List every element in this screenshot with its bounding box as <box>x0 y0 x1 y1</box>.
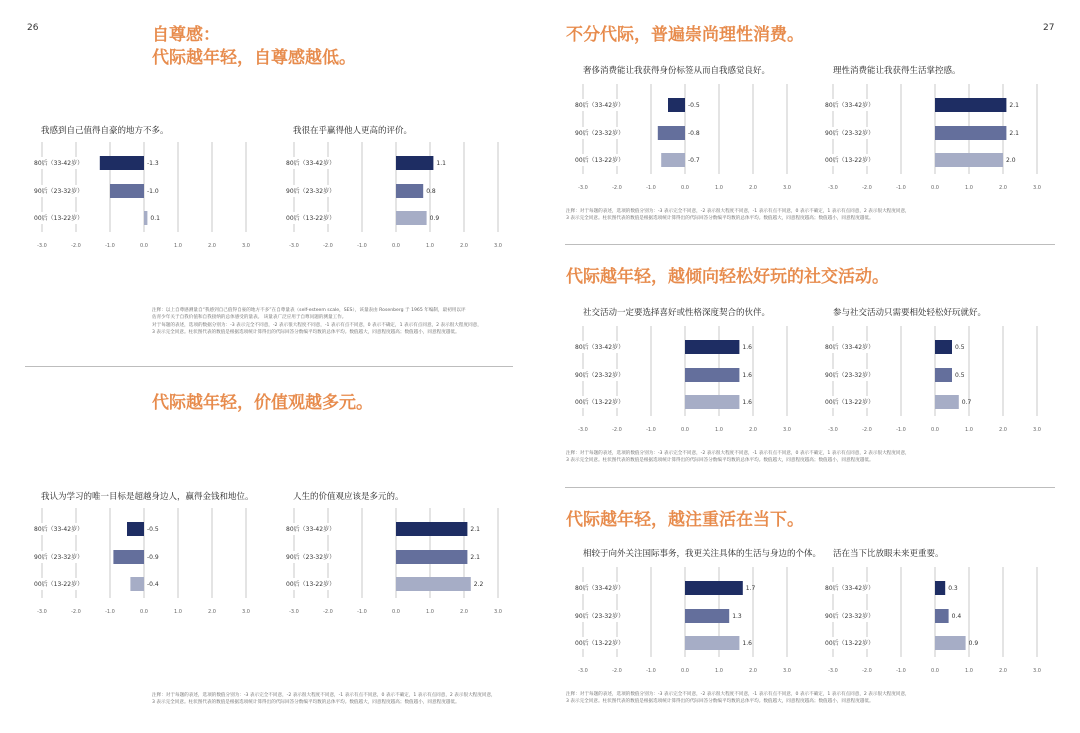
bar <box>396 522 467 536</box>
category-label: 80后（33-42岁） <box>825 102 875 109</box>
x-tick-label: -3.0 <box>37 609 47 615</box>
category-label: 00后（13-22岁） <box>575 157 625 164</box>
note-line: 3 表示完全同意。柱状图代表的数值是根据选项统计算得出的代际回答分数编平均数的总体平均。数值越大，同意程度越高；数值越小，同意程度越低。 <box>566 698 874 704</box>
x-tick-label: 1.0 <box>715 185 723 191</box>
chart-title-2: 我认为学习的唯一目标是超越身边人，赢得金钱和地位。 <box>41 492 254 502</box>
category-label: 00后（13-22岁） <box>825 157 875 164</box>
value-label: -0.4 <box>147 581 159 588</box>
x-tick-label: -3.0 <box>578 185 588 191</box>
bar-chart-2 <box>30 506 260 618</box>
x-tick-label: 3.0 <box>1033 185 1041 191</box>
chart-title-7: 参与社交活动只需要相处轻松好玩就好。 <box>833 308 987 318</box>
x-tick-label: -1.0 <box>105 243 115 249</box>
x-tick-label: 0.0 <box>140 609 148 615</box>
value-label: 0.9 <box>429 215 440 222</box>
category-label: 90后（23-32岁） <box>825 372 875 379</box>
chart-title-6: 社交活动一定要选择喜好或性格深度契合的伙伴。 <box>583 308 771 318</box>
bar <box>935 636 966 650</box>
category-label: 80后（33-42岁） <box>825 585 875 592</box>
bar <box>935 153 1003 167</box>
x-tick-label: -2.0 <box>323 243 333 249</box>
note-line: 3 表示完全同意。柱状图代表的数值是根据选项统计算得出的代际回答分数编平均数的总体平均。数值越大，同意程度越高；数值越小，同意程度越低。 <box>152 699 460 705</box>
heading-line: 代际越年轻，自尊感越低。 <box>152 48 356 68</box>
category-label: 00后（13-22岁） <box>34 581 84 588</box>
x-tick-label: 3.0 <box>494 609 502 615</box>
divider-right-1 <box>565 244 1055 245</box>
category-label: 80后（33-42岁） <box>34 526 84 533</box>
bar <box>685 368 739 382</box>
bar <box>396 156 433 170</box>
note-self-esteem <box>152 308 522 336</box>
chart-title-4: 奢侈消费能让我获得身份标签从而自我感觉良好。 <box>583 66 771 76</box>
bar <box>668 98 685 112</box>
x-tick-label: 0.0 <box>392 609 400 615</box>
note-line: 注释：对于每题的表述，选项的数值分别为：-3 表示完全不同意，-2 表示很大程度不同意，-1 表示有点不同意，0 表示不确定，1 表示有点同意，2 表示很大程度同意， <box>152 693 496 698</box>
x-tick-label: 0.0 <box>681 427 689 433</box>
note-line: 注释：对于每题的表述，选项的数值分别为：-3 表示完全不同意，-2 表示很大程度不同意，-1 表示有点不同意，0 表示不确定，1 表示有点同意，2 表示很大程度同意， <box>566 209 910 214</box>
category-label: 80后（33-42岁） <box>286 526 336 533</box>
category-label: 90后（23-32岁） <box>575 613 625 620</box>
bar <box>935 395 959 409</box>
bar-chart-4 <box>571 82 801 194</box>
category-label: 80后（33-42岁） <box>575 585 625 592</box>
note-line: 3 表示完全同意。柱状图代表的数值是根据选项统计算得出的代际回答分数编平均数的总体平均。数值越大，同意程度越高；数值越小，同意程度越低。 <box>566 457 874 463</box>
category-label: 90后（23-32岁） <box>575 130 625 137</box>
value-label: 1.6 <box>742 399 752 406</box>
bar-chart-6 <box>571 324 801 436</box>
value-label: 0.9 <box>968 640 979 647</box>
category-label: 90后（23-32岁） <box>825 130 875 137</box>
value-label: 1.6 <box>742 372 752 379</box>
value-label: 2.1 <box>470 554 480 561</box>
bar-chart-8 <box>571 565 801 677</box>
x-tick-label: 1.0 <box>174 243 182 249</box>
x-tick-label: 3.0 <box>783 427 791 433</box>
chart-title-5: 理性消费能让我获得生活掌控感。 <box>833 66 961 76</box>
category-label: 90后（23-32岁） <box>34 188 84 195</box>
x-tick-label: -1.0 <box>896 668 906 674</box>
bar <box>935 98 1006 112</box>
x-tick-label: -1.0 <box>105 609 115 615</box>
chart-title-9: 活在当下比放眼未来更重要。 <box>833 549 944 559</box>
x-tick-label: -1.0 <box>646 185 656 191</box>
x-tick-label: -2.0 <box>862 668 872 674</box>
value-label: 2.2 <box>473 581 484 588</box>
x-tick-label: 1.0 <box>715 427 723 433</box>
value-label: -0.9 <box>147 554 159 561</box>
bar <box>113 550 144 564</box>
x-tick-label: 1.0 <box>965 427 973 433</box>
x-tick-label: 1.0 <box>426 243 434 249</box>
heading-line: 自尊感： <box>152 25 220 45</box>
value-label: 0.8 <box>426 188 436 195</box>
value-label: 0.7 <box>961 399 972 406</box>
x-tick-label: 3.0 <box>494 243 502 249</box>
x-tick-label: -2.0 <box>862 185 872 191</box>
x-tick-label: -2.0 <box>612 185 622 191</box>
x-tick-label: -3.0 <box>289 609 299 615</box>
divider-left <box>25 366 513 367</box>
bar <box>935 368 952 382</box>
divider-right-2 <box>565 487 1055 488</box>
heading-line: 代际越年轻，越倾向轻松好玩的社交活动。 <box>566 267 889 287</box>
bar <box>661 153 685 167</box>
bar <box>935 340 952 354</box>
value-label: -1.0 <box>147 188 159 195</box>
x-tick-label: 3.0 <box>242 243 250 249</box>
x-tick-label: -2.0 <box>323 609 333 615</box>
x-tick-label: 3.0 <box>1033 427 1041 433</box>
x-tick-label: -1.0 <box>357 609 367 615</box>
value-label: 2.1 <box>1009 102 1019 109</box>
value-label: 0.5 <box>955 372 965 379</box>
value-label: 1.3 <box>732 613 742 620</box>
bar <box>685 581 743 595</box>
category-label: 90后（23-32岁） <box>286 554 336 561</box>
category-label: 00后（13-22岁） <box>575 640 625 647</box>
category-label: 90后（23-32岁） <box>575 372 625 379</box>
category-label: 00后（13-22岁） <box>286 581 336 588</box>
x-tick-label: -2.0 <box>612 427 622 433</box>
bar-chart-0 <box>30 140 260 252</box>
x-tick-label: 0.0 <box>392 243 400 249</box>
x-tick-label: 1.0 <box>965 185 973 191</box>
value-label: -0.5 <box>147 526 159 533</box>
chart-title-8: 相较于向外关注国际事务，我更关注具体的生活与身边的个体。 <box>583 549 822 559</box>
bar <box>396 211 427 225</box>
note-line: 估青少年关于自我价值和自我接纳的总体感受的量表。 该量表广泛应用于自尊问题的测量工作。 <box>152 314 347 320</box>
x-tick-label: -3.0 <box>289 243 299 249</box>
x-tick-label: 0.0 <box>931 668 939 674</box>
category-label: 80后（33-42岁） <box>286 160 336 167</box>
bar-chart-3 <box>282 506 512 618</box>
x-tick-label: 3.0 <box>783 668 791 674</box>
category-label: 90后（23-32岁） <box>34 554 84 561</box>
x-tick-label: 1.0 <box>965 668 973 674</box>
category-label: 00后（13-22岁） <box>34 215 84 222</box>
x-tick-label: 0.0 <box>931 427 939 433</box>
value-label: 0.5 <box>955 344 965 351</box>
x-tick-label: -1.0 <box>896 185 906 191</box>
bar-chart-7 <box>821 324 1051 436</box>
x-tick-label: -1.0 <box>646 668 656 674</box>
section-heading-values <box>152 392 373 415</box>
note-values <box>152 693 522 706</box>
bar <box>100 156 144 170</box>
x-tick-label: 2.0 <box>460 609 468 615</box>
x-tick-label: 2.0 <box>749 427 757 433</box>
bar <box>144 211 147 225</box>
category-label: 00后（13-22岁） <box>825 640 875 647</box>
value-label: -0.8 <box>688 130 700 137</box>
x-tick-label: 0.0 <box>681 185 689 191</box>
value-label: 1.7 <box>745 585 756 592</box>
note-line: 注释：对于每题的表述，选项的数值分别为：-3 表示完全不同意，-2 表示很大程度不同意，-1 表示有点不同意，0 表示不确定，1 表示有点同意，2 表示很大程度同意， <box>566 692 910 697</box>
x-tick-label: 3.0 <box>1033 668 1041 674</box>
category-label: 80后（33-42岁） <box>34 160 84 167</box>
bar <box>935 609 949 623</box>
category-label: 80后（33-42岁） <box>575 344 625 351</box>
section-heading-present <box>566 509 804 532</box>
section-heading-self-esteem <box>152 24 356 70</box>
bar <box>130 577 144 591</box>
x-tick-label: -3.0 <box>828 185 838 191</box>
value-label: -0.7 <box>688 157 700 164</box>
bar <box>127 522 144 536</box>
value-label: 0.3 <box>948 585 958 592</box>
value-label: 2.1 <box>470 526 480 533</box>
x-tick-label: -2.0 <box>612 668 622 674</box>
x-tick-label: -3.0 <box>578 427 588 433</box>
note-consumption <box>566 209 946 222</box>
x-tick-label: 1.0 <box>174 609 182 615</box>
x-tick-label: 2.0 <box>749 185 757 191</box>
value-label: 1.1 <box>436 160 446 167</box>
x-tick-label: -2.0 <box>71 243 81 249</box>
category-label: 00后（13-22岁） <box>825 399 875 406</box>
chart-title-1: 我很在乎赢得他人更高的评价。 <box>293 126 413 136</box>
value-label: 0.1 <box>150 215 160 222</box>
x-tick-label: 2.0 <box>999 427 1007 433</box>
category-label: 90后（23-32岁） <box>286 188 336 195</box>
bar <box>396 550 467 564</box>
value-label: -1.3 <box>147 160 159 167</box>
x-tick-label: 2.0 <box>460 243 468 249</box>
value-label: 0.4 <box>951 613 962 620</box>
category-label: 80后（33-42岁） <box>575 102 625 109</box>
value-label: -0.5 <box>688 102 700 109</box>
category-label: 00后（13-22岁） <box>575 399 625 406</box>
x-tick-label: -2.0 <box>71 609 81 615</box>
heading-line: 代际越年轻，越注重活在当下。 <box>566 510 804 530</box>
value-label: 1.6 <box>742 344 752 351</box>
category-label: 00后（13-22岁） <box>286 215 336 222</box>
bar <box>110 184 144 198</box>
x-tick-label: 2.0 <box>999 668 1007 674</box>
bar <box>935 581 945 595</box>
value-label: 2.1 <box>1009 130 1019 137</box>
note-line: 对于每题的表述，选项的数据分别为：-3 表示完全不同意，-2 表示很大程度不同意，-1 表示有点不同意，0 表示不确定，1 表示有点同意，2 表示很大程度同意， <box>152 323 482 329</box>
category-label: 90后（23-32岁） <box>825 613 875 620</box>
x-tick-label: 3.0 <box>242 609 250 615</box>
chart-title-3: 人生的价值观应该是多元的。 <box>293 492 404 502</box>
bar-chart-9 <box>821 565 1051 677</box>
note-line: 3 表示完全同意。柱状图代表的数值是根据选项统计算得出的代际回答分数编平均数的总体平均。数值越大，同意程度越高；数值越小，同意程度越低。 <box>152 329 460 335</box>
x-tick-label: 0.0 <box>140 243 148 249</box>
x-tick-label: -2.0 <box>862 427 872 433</box>
x-tick-label: -1.0 <box>896 427 906 433</box>
chart-title-0: 我感到自己值得自豪的地方不多。 <box>41 126 169 136</box>
x-tick-label: 2.0 <box>208 243 216 249</box>
x-tick-label: 2.0 <box>749 668 757 674</box>
x-tick-label: -1.0 <box>646 427 656 433</box>
x-tick-label: -3.0 <box>828 668 838 674</box>
x-tick-label: -3.0 <box>37 243 47 249</box>
x-tick-label: 3.0 <box>783 185 791 191</box>
bar <box>685 636 739 650</box>
page-number-left: 26 <box>27 23 39 33</box>
heading-line: 代际越年轻，价值观越多元。 <box>152 393 373 413</box>
bar <box>685 395 739 409</box>
note-social <box>566 451 946 464</box>
x-tick-label: 1.0 <box>426 609 434 615</box>
x-tick-label: 0.0 <box>931 185 939 191</box>
category-label: 80后（33-42岁） <box>825 344 875 351</box>
note-line: 3 表示完全同意。柱状图代表的数值是根据选项统计算得出的代际回答分数编平均数的总体平均。数值越大，同意程度越高；数值越小，同意程度越低。 <box>566 215 874 221</box>
note-line: 注释：以上自尊感测量自“我感到自己值得自豪的地方不多”在自尊量表（self-esteem scale，SES），该量表由 Rosenberg 于 1965 年编制，最初用以评 <box>152 308 466 313</box>
section-heading-social <box>566 266 889 289</box>
bar <box>396 184 423 198</box>
bar <box>685 340 739 354</box>
x-tick-label: 2.0 <box>999 185 1007 191</box>
x-tick-label: 1.0 <box>715 668 723 674</box>
bar-chart-1 <box>282 140 512 252</box>
bar <box>935 126 1006 140</box>
page-number-right: 27 <box>1043 23 1055 33</box>
x-tick-label: -3.0 <box>578 668 588 674</box>
x-tick-label: 2.0 <box>208 609 216 615</box>
note-present <box>566 692 946 705</box>
bar <box>396 577 471 591</box>
bar <box>685 609 729 623</box>
note-line: 注释：对于每题的表述，选项的数值分别为：-3 表示完全不同意，-2 表示很大程度不同意，-1 表示有点不同意，0 表示不确定，1 表示有点同意，2 表示很大程度同意， <box>566 451 910 456</box>
x-tick-label: -1.0 <box>357 243 367 249</box>
x-tick-label: -3.0 <box>828 427 838 433</box>
heading-line: 不分代际，普遍崇尚理性消费。 <box>566 25 804 45</box>
value-label: 2.0 <box>1006 157 1016 164</box>
bar <box>658 126 685 140</box>
x-tick-label: 0.0 <box>681 668 689 674</box>
bar-chart-5 <box>821 82 1051 194</box>
section-heading-consumption <box>566 24 804 47</box>
value-label: 1.6 <box>742 640 752 647</box>
